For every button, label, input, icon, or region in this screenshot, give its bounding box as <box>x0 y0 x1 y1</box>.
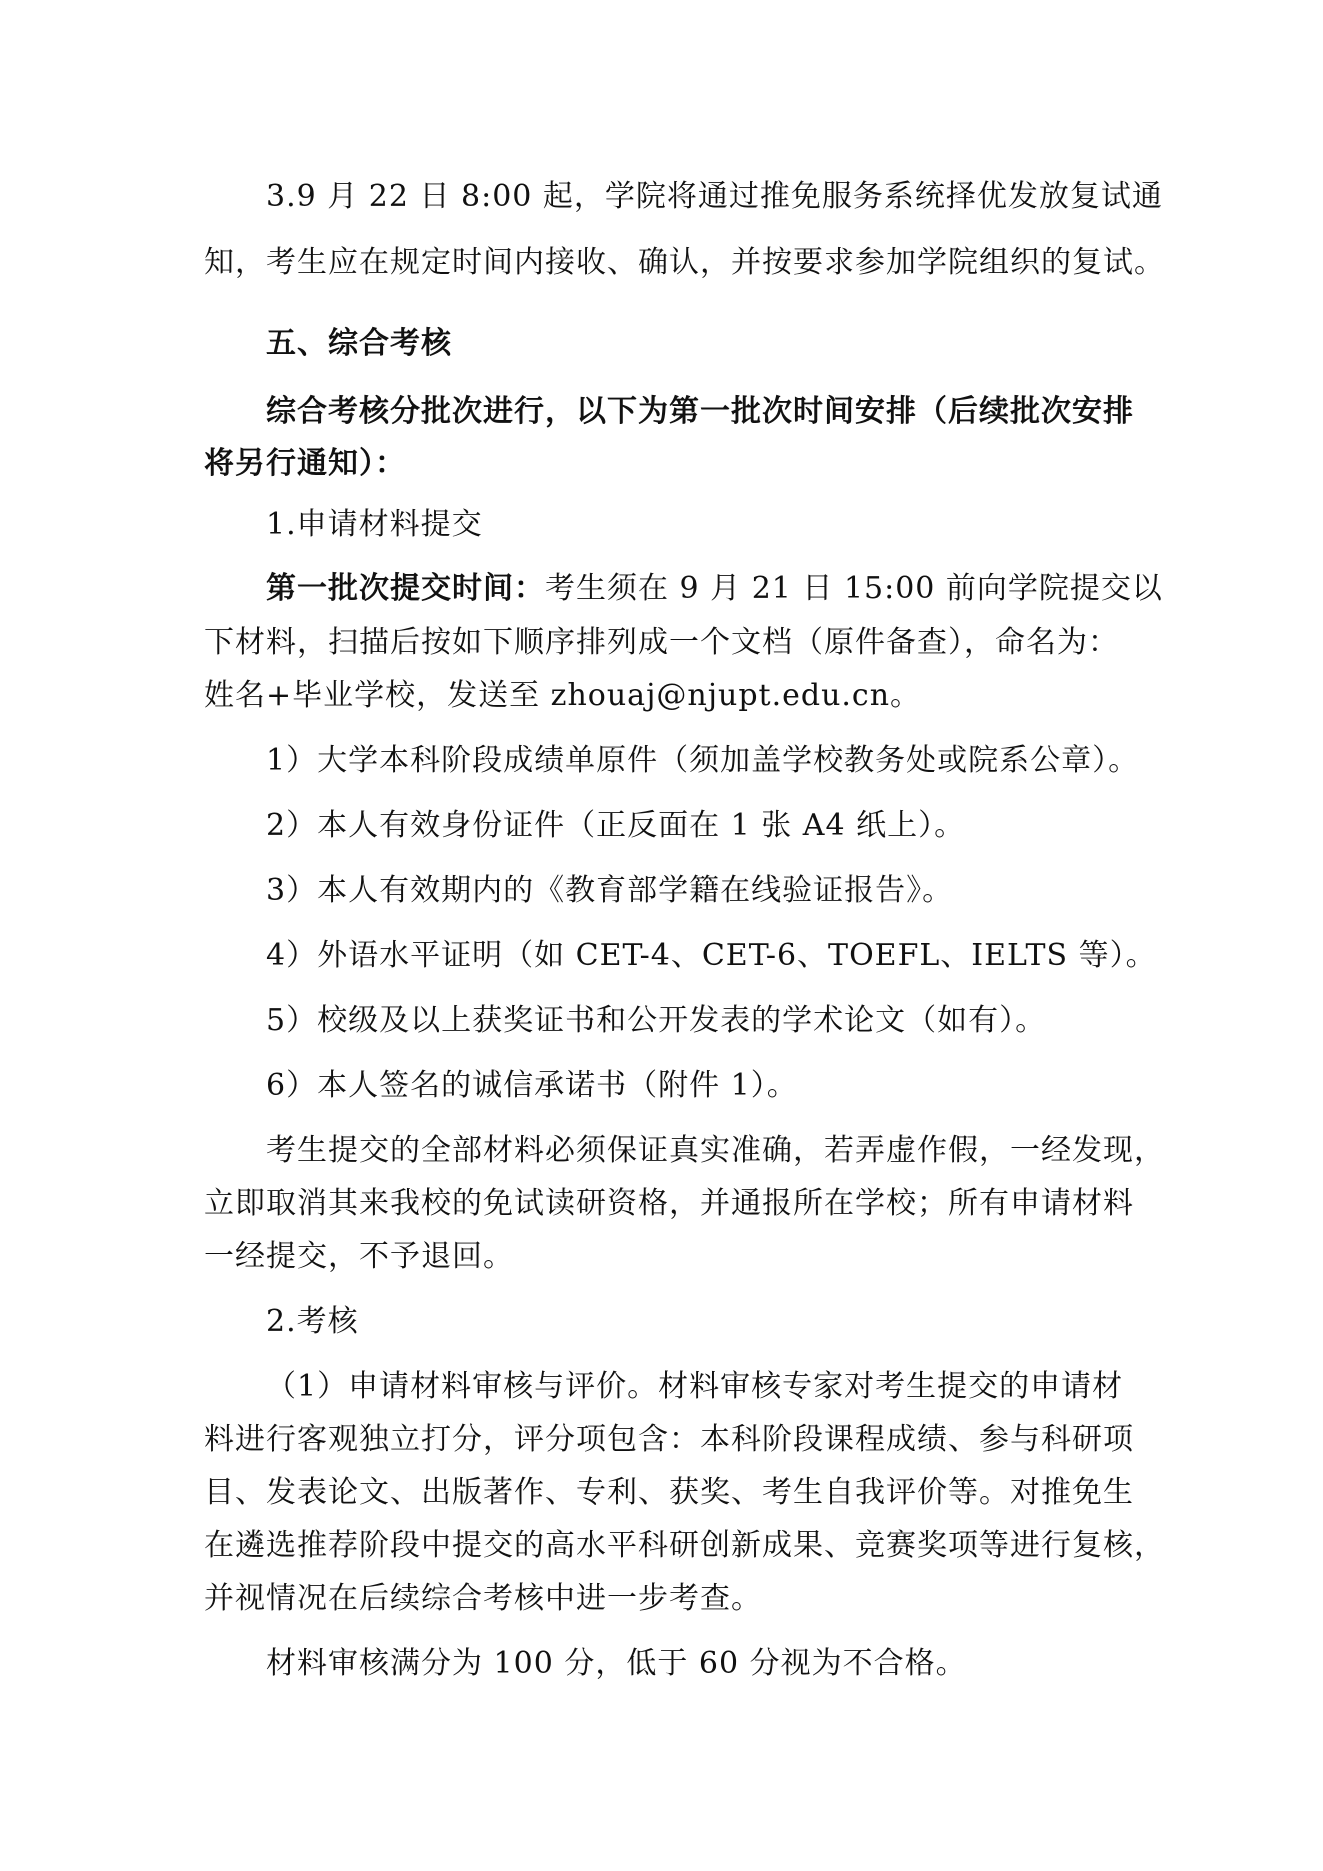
paragraph-line-11: （1）申请材料审核与评价。材料审核专家对考生提交的申请材 <box>266 1369 1124 1404</box>
list-item-4: 4）外语水平证明（如 CET-4、CET-6、TOEFL、IELTS 等）。 <box>266 938 1157 973</box>
paragraph-line-9: 立即取消其来我校的免试读研资格，并通报所在学校；所有申请材料 <box>204 1186 1134 1221</box>
subheading-2: 2.考核 <box>266 1304 359 1339</box>
paragraph-line-2: 知，考生应在规定时间内接收、确认，并按要求参加学院组织的复试。 <box>204 245 1165 280</box>
list-item-3: 3）本人有效期内的《教育部学籍在线验证报告》。 <box>266 873 954 908</box>
section-heading: 五、综合考核 <box>266 326 452 361</box>
list-item-6: 6）本人签名的诚信承诺书（附件 1）。 <box>266 1068 798 1103</box>
paragraph-line-10: 一经提交，不予退回。 <box>204 1239 514 1274</box>
paragraph-line-5 <box>266 569 1206 609</box>
list-item-1: 1）大学本科阶段成绩单原件（须加盖学校教务处或院系公章）。 <box>266 743 1140 778</box>
paragraph-line-6: 下材料，扫描后按如下顺序排列成一个文档（原件备查），命名为： <box>204 625 1119 660</box>
paragraph-line-3: 综合考核分批次进行，以下为第一批次时间安排（后续批次安排 <box>266 394 1134 429</box>
paragraph-line-4: 将另行通知）： <box>204 446 406 481</box>
submission-time-text: 考生须在 9 月 21 日 15:00 前向学院提交以 <box>545 571 1163 606</box>
submission-time-label: 第一批次提交时间： <box>266 571 545 606</box>
paragraph-line-1: 3.9 月 22 日 8:00 起，学院将通过推免服务系统择优发放复试通 <box>266 179 1163 214</box>
list-item-5: 5）校级及以上获奖证书和公开发表的学术论文（如有）。 <box>266 1003 1047 1038</box>
paragraph-line-7: 姓名+毕业学校，发送至 zhouaj@njupt.edu.cn。 <box>204 678 922 713</box>
list-item-2: 2）本人有效身份证件（正反面在 1 张 A4 纸上）。 <box>266 808 966 843</box>
paragraph-line-14: 在遴选推荐阶段中提交的高水平科研创新成果、竞赛奖项等进行复核， <box>204 1528 1165 1563</box>
paragraph-line-13: 目、发表论文、出版著作、专利、获奖、考生自我评价等。对推免生 <box>204 1475 1134 1510</box>
subheading-1: 1.申请材料提交 <box>266 507 483 542</box>
paragraph-line-15: 并视情况在后续综合考核中进一步考查。 <box>204 1581 762 1616</box>
paragraph-line-8: 考生提交的全部材料必须保证真实准确，若弄虚作假，一经发现， <box>266 1133 1165 1168</box>
paragraph-line-16: 材料审核满分为 100 分，低于 60 分视为不合格。 <box>266 1646 967 1681</box>
paragraph-line-12: 料进行客观独立打分，评分项包含：本科阶段课程成绩、参与科研项 <box>204 1422 1134 1457</box>
